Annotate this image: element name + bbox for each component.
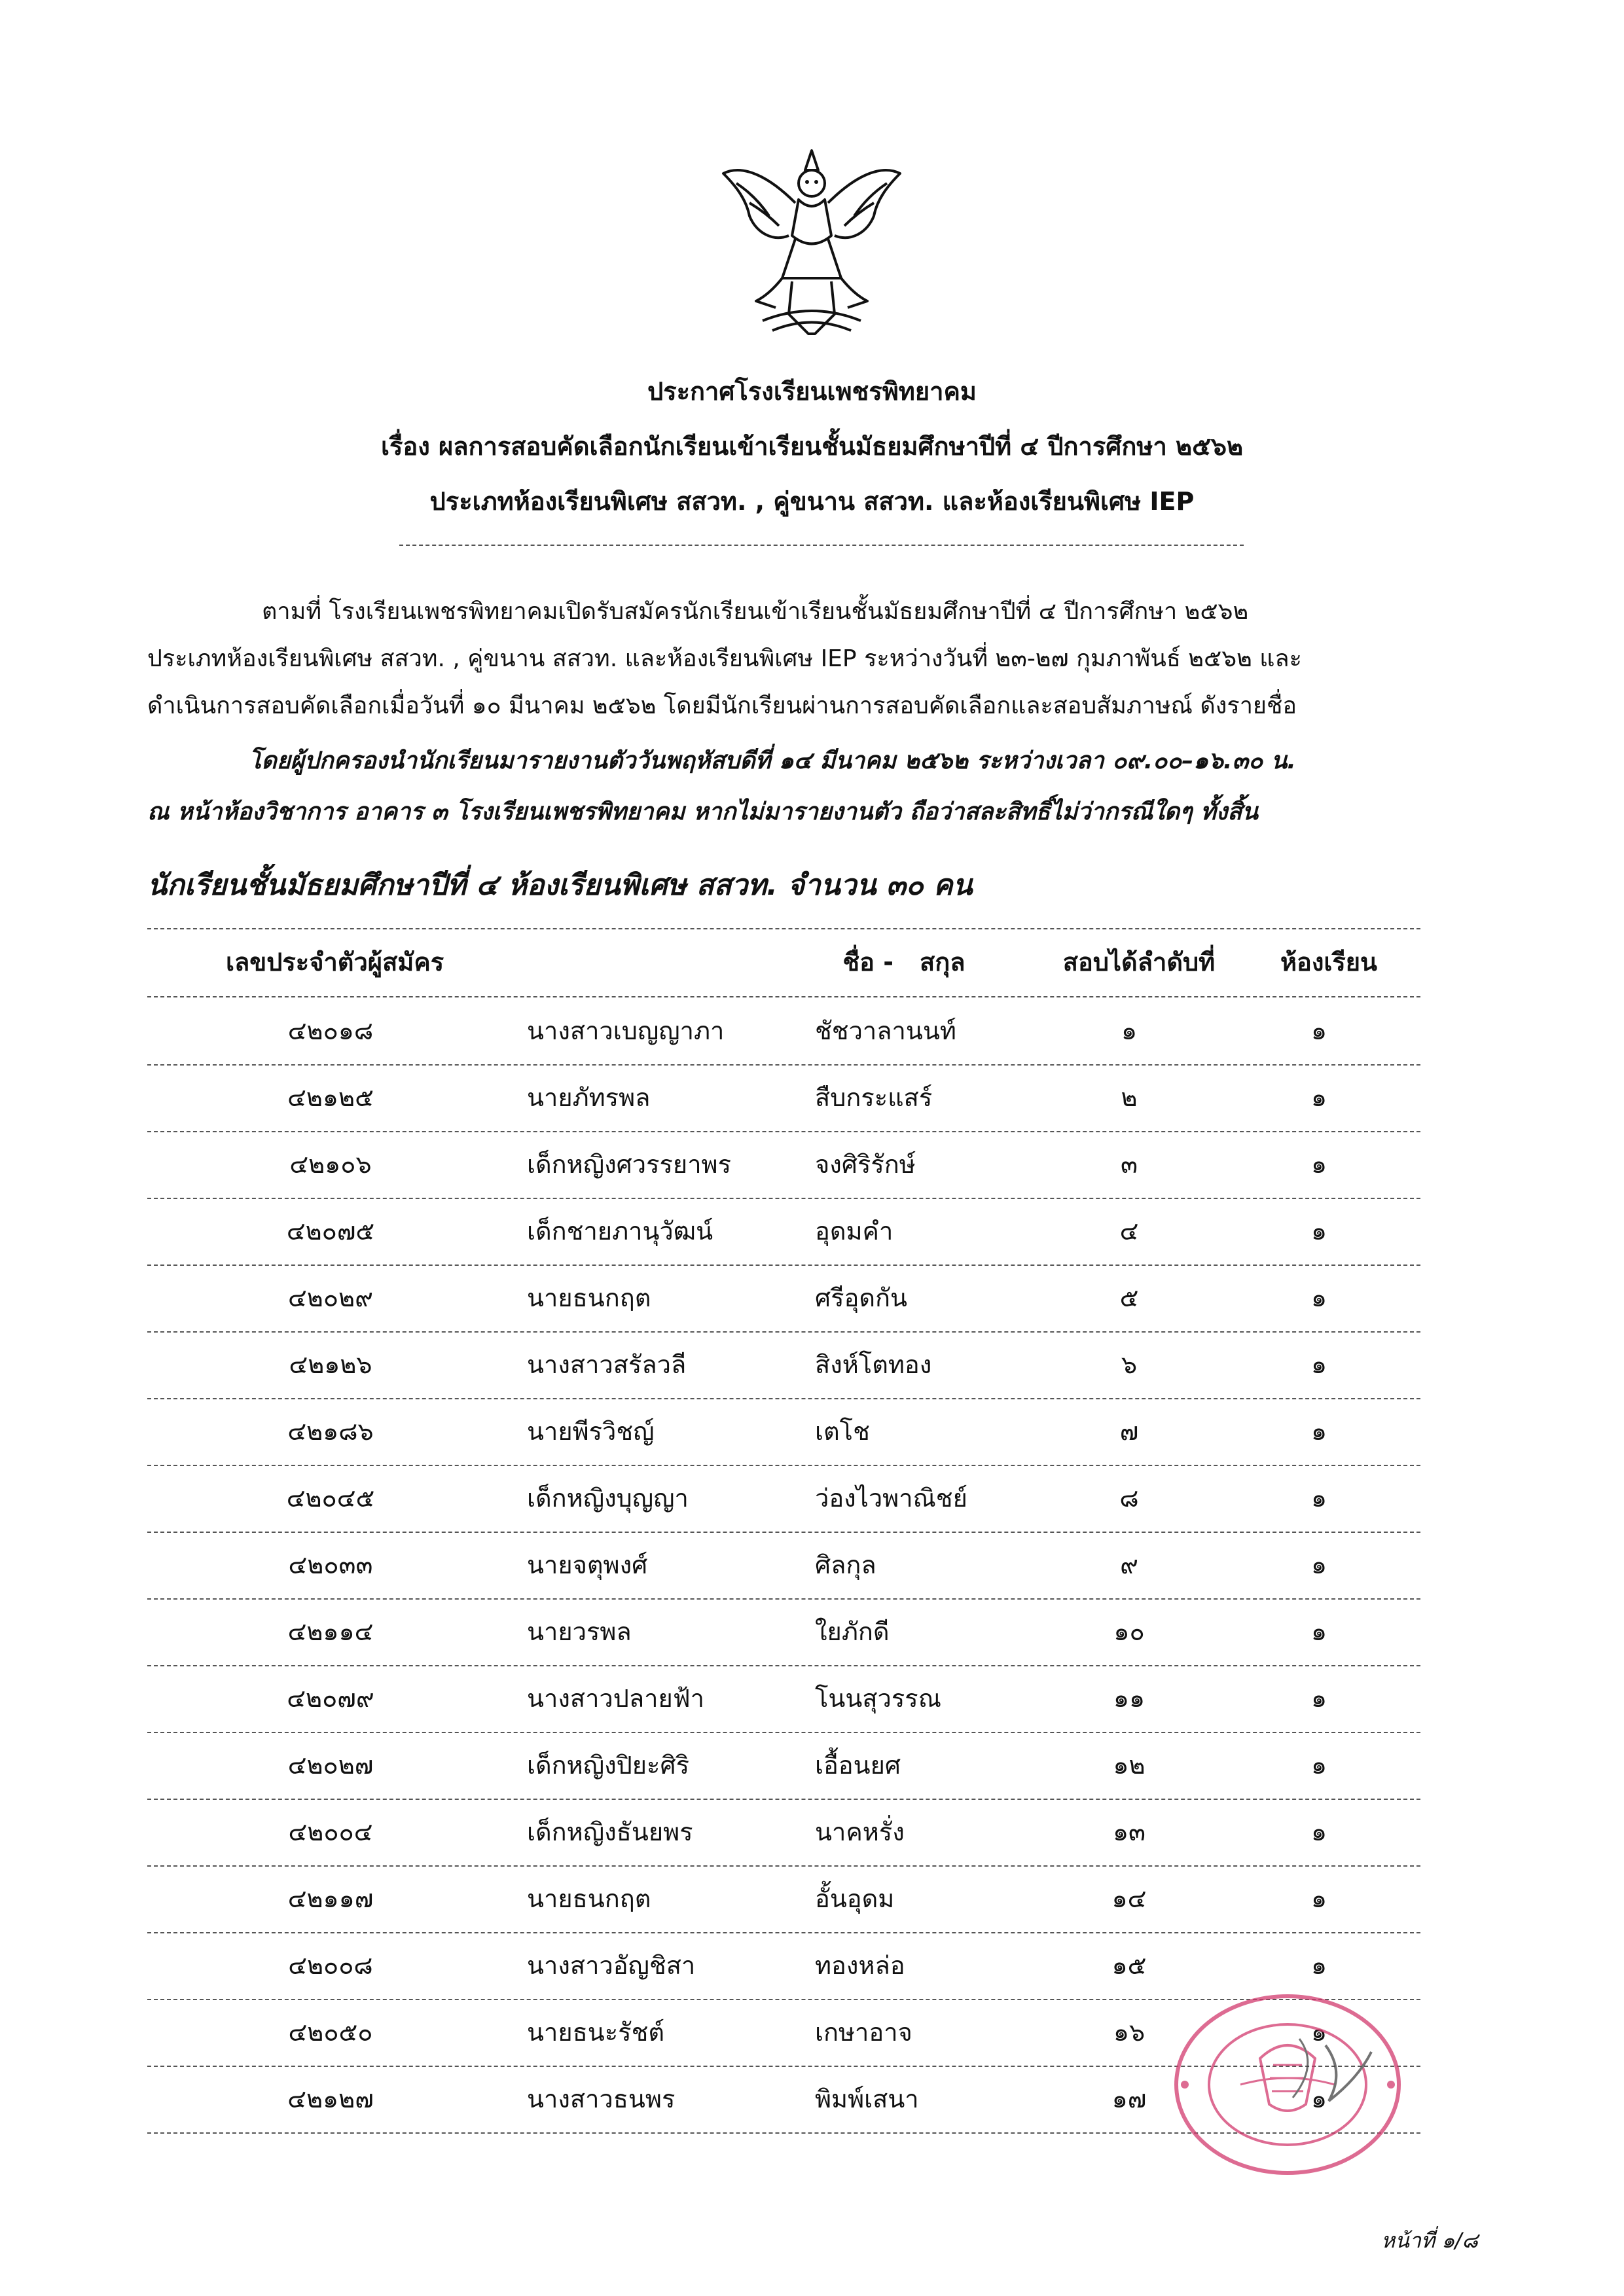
cell-name: เด็กหญิงบุญญา [527, 1484, 689, 1513]
cell-name: นายวรพล [527, 1617, 632, 1646]
cell-room: ๑ [1310, 1217, 1327, 1246]
header-name: ชื่อ - [842, 948, 893, 977]
announcement-title: ประกาศโรงเรียนเพชรพิทยาคม [647, 377, 977, 406]
school-seal-stamp [1162, 1986, 1414, 2183]
cell-applicant-id: ๔๒๑๑๗ [287, 1884, 374, 1913]
cell-surname: ศิลกุล [815, 1551, 876, 1579]
cell-rank: ๖ [1121, 1350, 1138, 1379]
cell-rank: ๗ [1119, 1417, 1139, 1446]
cell-room: ๑ [1310, 2085, 1327, 2113]
header-room: ห้องเรียน [1280, 948, 1378, 977]
header-rank: สอบได้ลำดับที่ [1062, 948, 1216, 977]
cell-applicant-id: ๔๒๑๒๕ [287, 1083, 374, 1112]
cell-room: ๑ [1310, 1150, 1327, 1179]
table-row [147, 1865, 1420, 1932]
cell-surname: เกษาอาจ [815, 2018, 912, 2047]
cell-name: เด็กหญิงปิยะศิริ [527, 1751, 689, 1780]
cell-rank: ๑๐ [1113, 1617, 1145, 1646]
cell-name: นางสาวธนพร [527, 2085, 676, 2113]
announcement-category: ประเภทห้องเรียนพิเศษ สสวท. , คู่ขนาน สสวท. และห้องเรียนพิเศษ IEP [429, 487, 1195, 516]
cell-surname: อั้นอุดม [815, 1884, 895, 1913]
cell-name: นายภัทรพล [527, 1083, 651, 1112]
cell-applicant-id: ๔๒๑๒๖ [289, 1350, 372, 1379]
page-number: หน้าที่ ๑/๘ [1381, 2228, 1478, 2253]
cell-applicant-id: ๔๒๐๕๐ [288, 2018, 373, 2047]
cell-surname: ใยภักดี [815, 1617, 890, 1646]
table-row [147, 1732, 1420, 1799]
cell-surname: สิงห์โตทอง [815, 1350, 932, 1379]
cell-applicant-id: ๔๒๐๐๘ [288, 1951, 373, 1980]
section-title: นักเรียนชั้นมัธยมศึกษาปีที่ ๔ ห้องเรียนพิเศษ สสวท. จำนวน ๓๐ คน [147, 869, 973, 902]
announcement-subject: เรื่อง ผลการสอบคัดเลือกนักเรียนเข้าเรียนชั้นมัธยมศึกษาปีที่ ๔ ปีการศึกษา ๒๕๖๒ [380, 432, 1244, 461]
cell-room: ๑ [1310, 1016, 1327, 1045]
body-paragraph-line-2: ประเภทห้องเรียนพิเศษ สสวท. , คู่ขนาน สสวท. และห้องเรียนพิเศษ IEP ระหว่างวันที่ ๒๓-๒๗ กุมภาพันธ์ ๒๕๖๒ และ [147, 645, 1302, 672]
cell-name: นายธนกฤต [527, 1884, 651, 1913]
cell-applicant-id: ๔๒๐๒๗ [287, 1751, 374, 1780]
table-row [147, 1131, 1420, 1198]
cell-name: เด็กหญิงศวรรยาพร [527, 1150, 731, 1179]
table-row [147, 1665, 1420, 1732]
cell-surname: เอื้อนยศ [815, 1751, 901, 1780]
table-row [147, 1465, 1420, 1532]
cell-rank: ๑๔ [1111, 1884, 1147, 1913]
table-row [147, 1799, 1420, 1865]
table-row [147, 1398, 1420, 1465]
cell-applicant-id: ๔๒๐๔๕ [286, 1484, 375, 1513]
title-separator [399, 545, 1244, 546]
cell-name: นายธนกฤต [527, 1283, 651, 1312]
cell-rank: ๓ [1121, 1150, 1138, 1179]
cell-room: ๑ [1310, 1684, 1327, 1713]
cell-name: เด็กชายภานุวัฒน์ [527, 1217, 713, 1246]
garuda-emblem-icon [710, 137, 913, 347]
cell-rank: ๕ [1119, 1283, 1139, 1312]
cell-applicant-id: ๔๒๐๑๘ [287, 1016, 374, 1045]
cell-room: ๑ [1310, 2018, 1327, 2047]
table-row [147, 1331, 1420, 1398]
cell-room: ๑ [1310, 1083, 1327, 1112]
cell-rank: ๑๓ [1112, 1818, 1146, 1846]
cell-surname: พิมพ์เสนา [815, 2085, 919, 2113]
cell-applicant-id: ๔๒๑๐๖ [289, 1150, 372, 1179]
header-surname: สกุล [920, 948, 965, 977]
cell-name: นางสาวปลายฟ้า [527, 1684, 704, 1713]
cell-name: นายจตุพงศ์ [527, 1551, 648, 1579]
cell-name: นายธนะรัชต์ [527, 2018, 665, 2047]
cell-room: ๑ [1310, 1818, 1327, 1846]
cell-rank: ๙ [1120, 1551, 1138, 1579]
table-header-row [147, 929, 1420, 996]
cell-applicant-id: ๔๒๑๑๔ [287, 1617, 374, 1646]
cell-room: ๑ [1310, 1751, 1327, 1780]
cell-name: นางสาวเบญญาภา [527, 1016, 725, 1045]
cell-surname: ทองหล่อ [815, 1951, 905, 1980]
cell-rank: ๑๒ [1113, 1751, 1146, 1780]
cell-rank: ๑ [1121, 1016, 1138, 1045]
cell-room: ๑ [1310, 1551, 1327, 1579]
table-row [147, 1265, 1420, 1331]
cell-applicant-id: ๔๒๐๗๕ [286, 1217, 375, 1246]
cell-rank: ๑๕ [1111, 1951, 1147, 1980]
cell-rank: ๒ [1121, 1083, 1138, 1112]
cell-surname: ชัชวาลานนท์ [815, 1016, 956, 1045]
body-paragraph-line-3: ดำเนินการสอบคัดเลือกเมื่อวันที่ ๑๐ มีนาคม ๒๕๖๒ โดยมีนักเรียนผ่านการสอบคัดเลือกและสอบสัมภาษณ์ ดังรายชื่อ [147, 692, 1297, 719]
cell-room: ๑ [1310, 1884, 1327, 1913]
cell-room: ๑ [1310, 1283, 1327, 1312]
table-row [147, 1532, 1420, 1598]
table-row [147, 1064, 1420, 1131]
cell-applicant-id: ๔๒๐๐๔ [288, 1818, 373, 1846]
cell-name: นางสาวอัญชิสา [527, 1951, 696, 1980]
cell-surname: จงศิริรักษ์ [815, 1150, 916, 1179]
cell-applicant-id: ๔๒๐๓๓ [288, 1551, 373, 1579]
cell-surname: โนนสุวรรณ [815, 1684, 941, 1713]
table-row [147, 997, 1420, 1064]
cell-room: ๑ [1310, 1350, 1327, 1379]
cell-surname: เตโช [815, 1417, 870, 1446]
cell-surname: ศรีอุดกัน [815, 1283, 908, 1312]
cell-applicant-id: ๔๒๐๗๙ [287, 1684, 374, 1713]
reporting-note-line-1: โดยผู้ปกครองนำนักเรียนมารายงานตัววันพฤหัสบดีที่ ๑๔ มีนาคม ๒๕๖๒ ระหว่างเวลา ๐๙.๐๐–๑๖.๓๐ น. [249, 747, 1296, 774]
cell-rank: ๑๖ [1113, 2018, 1146, 2047]
cell-surname: สืบกระแสร์ [815, 1083, 933, 1112]
body-paragraph-line-1: ตามที่ โรงเรียนเพชรพิทยาคมเปิดรับสมัครนักเรียนเข้าเรียนชั้นมัธยมศึกษาปีที่ ๔ ปีการศึกษา ๒๕๖๒ [262, 598, 1249, 625]
cell-applicant-id: ๔๒๑๘๖ [287, 1417, 374, 1446]
cell-surname: นาคหรั่ง [815, 1818, 905, 1846]
cell-surname: ว่องไวพาณิชย์ [815, 1484, 967, 1513]
cell-room: ๑ [1310, 1417, 1327, 1446]
cell-surname: อุดมคำ [815, 1217, 893, 1246]
cell-name: นายพีรวิชญ์ [527, 1417, 655, 1446]
cell-applicant-id: ๔๒๑๒๗ [287, 2085, 374, 2113]
reporting-note-line-2: ณ หน้าห้องวิชาการ อาคาร ๓ โรงเรียนเพชรพิทยาคม หากไม่มารายงานตัว ถือว่าสละสิทธิ์ไม่ว่ากรณีใดๆ ทั้งสิ้น [147, 798, 1258, 825]
cell-applicant-id: ๔๒๐๒๙ [288, 1283, 373, 1312]
cell-name: เด็กหญิงธันยพร [527, 1818, 693, 1846]
cell-rank: ๘ [1119, 1484, 1139, 1513]
cell-rank: ๑๑ [1113, 1684, 1146, 1713]
cell-room: ๑ [1310, 1484, 1327, 1513]
cell-rank: ๑๗ [1111, 2085, 1147, 2113]
cell-name: นางสาวสรัลวลี [527, 1350, 687, 1379]
table-row [147, 1198, 1420, 1265]
cell-room: ๑ [1310, 1617, 1327, 1646]
table-row [147, 1598, 1420, 1665]
header-applicant-id: เลขประจำตัวผู้สมัคร [226, 948, 444, 977]
cell-rank: ๔ [1119, 1217, 1139, 1246]
cell-room: ๑ [1310, 1951, 1327, 1980]
